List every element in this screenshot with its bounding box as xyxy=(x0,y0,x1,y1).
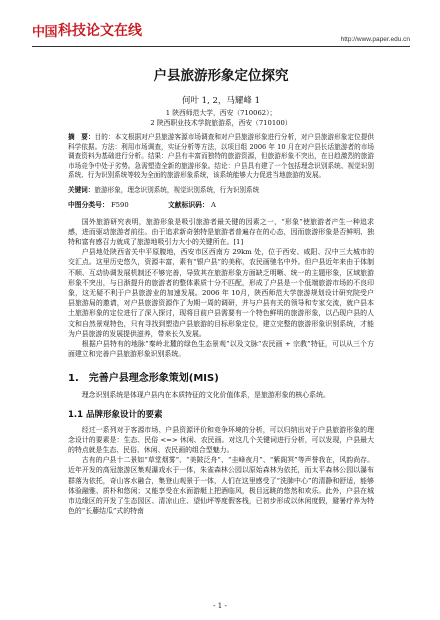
introduction xyxy=(68,217,374,360)
keywords-text: 旅游形象，理念识别系统，视觉识别系统，行为识别系统 xyxy=(94,185,260,194)
journal-logo xyxy=(32,20,142,40)
header-divider xyxy=(32,46,410,47)
page-header xyxy=(0,0,440,50)
subsection-paragraph: 古有的户县十二景如“草堂烟雾”、“美陂泛舟”、“圭峰夜月”、“紫阁冥”等声誉我在，风韵尚存。近年开发的高冠旅游区集观瀑戏水于一体，朱雀森林公园以原始森林为依托，而太平森林公园以瀑布群落为依托，奇山客水融合，集登山观景于一体，人们在这里感受了“洗肺中心”的清静和舒适，能够体验融雅、质朴和悠闲；又能享受在水面游艇上把酒临风，极目远眺的悠然和欢乐。此外，户县在城市边缘区的开发了生态园区、清凉山庄、望仙坪等度假客栈，已初步形成以休闲度假，避暑疗养为特色的“长藤结瓜”式的特南 xyxy=(68,456,374,516)
doc-code-cell xyxy=(168,199,268,209)
section-intro: 理念识别系统是体现户县内在本质特征的文化价值体系，是旅游形象的核心系统。 xyxy=(81,391,330,400)
keywords xyxy=(68,186,374,196)
abstract xyxy=(68,133,374,181)
paper-content xyxy=(68,60,374,516)
section-heading: 1. 完善户县理念形象策划(MIS) xyxy=(68,373,219,385)
clc-label: 中图分类号： xyxy=(68,200,109,209)
keywords-label: 关键词： xyxy=(68,185,95,194)
affiliation-2: 2 陕西职业技术学院旅游系，西安（710100） xyxy=(150,119,292,127)
header-url[interactable]: http://www.paper.edu.cn xyxy=(340,36,410,43)
logo-prefix: 中国 xyxy=(32,24,58,40)
page-number: - 1 - xyxy=(213,602,227,610)
paper-authors: 何叶 1, 2，马耀峰 1 xyxy=(181,96,261,106)
clc-value: F590 xyxy=(110,200,129,209)
subsection-paragraph: 经过一系列对于客源市场、户县资源评价和竞争环境的分析，可以归纳出对于户县旅游形象的理念设计的要素是：生态、民俗 <=> 休闲、农民画。对这几个关键词进行分析，可以发现，户县最大的特点就是生态、民俗、休闲、农民画的组合型魅力。 xyxy=(68,425,374,455)
subsection-heading: 1.1 品牌形象设计的要素 xyxy=(68,409,163,420)
doc-code-value: A xyxy=(210,200,216,209)
intro-paragraph: 国外旅游研究表明，旅游形象是吸引旅游者最关键的因素之一，“形象”使旅游者产生一种追求感，进而驱动旅游者前往。由于追求新奇独特是旅游者普遍存在的心态，因而旅游形象是否鲜明、独特和富有感召力就成了旅游地吸引力大小的关键所在。[1] xyxy=(68,217,374,246)
classification-row xyxy=(68,199,374,209)
abstract-text: 目的：本文根据对户县旅游客源市场调查和对户县旅游形象进行分析，对户县旅游形象定位提供科学依据。方法：利用市场调查，实证分析等方法，以项目组 2006 年 10 月在对户县长话旅游者的市场调查资料为基础进行分析。结果：户县有丰富而独特的旅游资源，但旅游形象不突出，在日趋激烈的旅游市场竞争中处于劣势。急需塑造全新的旅游形象。结论：户县具有建了一个包括理念识别系统、视觉识别系统、行为识别系统等较为全面的旅游形象系统，该系统能够大力促进当地旅游的发展。 xyxy=(68,133,375,180)
abstract-label: 摘 要： xyxy=(68,133,95,141)
doc-code-label: 文献标识码： xyxy=(168,200,209,209)
logo-text: 科技论文在线 xyxy=(58,23,143,39)
intro-paragraph: 根据户县特有的地脉“秦岭北麓的绿色生态景观”以及文脉“农民画 + 宗教”特征，可以从三个方面建立和完善户县旅游形象识别系统。 xyxy=(68,340,374,359)
affiliation-1: 1 陕西师范大学，西安（710062）； xyxy=(165,109,277,117)
paper-title: 户县旅游形象定位探究 xyxy=(153,68,289,84)
clc-cell xyxy=(68,199,168,209)
intro-paragraph: 户县地处陕西省关中平原腹地，西安市区西南方 29km 处，位于西安、咸阳、汉中三大城市的交汇点。这里历史悠久，资源丰富，素有“银户县”的美称，农民画驰名中外。但户县近年来由于体制不顺、互动协调发展机制还不够完善，导致其在旅游形象方面缺乏明晰、统一的主题形象，区域旅游形象不突出，与日渐提升的旅游者的整体素质十分不匹配，形成了户县是一个低端旅游市场的不良印象，这无疑不利于户县旅游业的加速发展。2006 年 10月，陕西师范大学旅游规划设计研究院受户县旅游局的邀请，对户县旅游资源作了为期一周的调研，并与户县有关的领导和专家交流，就户县本土旅游形象的定位进行了深入探讨，现将目前户县需要有一个特色鲜明的旅游形象，以凸现户县的人文和自然景观特色，只有寻找到塑造户县旅游的目标形象定位，建立完整的旅游形象识别系统，才能为户县旅游的发展提供滋养，带来长久发展。 xyxy=(68,248,374,338)
